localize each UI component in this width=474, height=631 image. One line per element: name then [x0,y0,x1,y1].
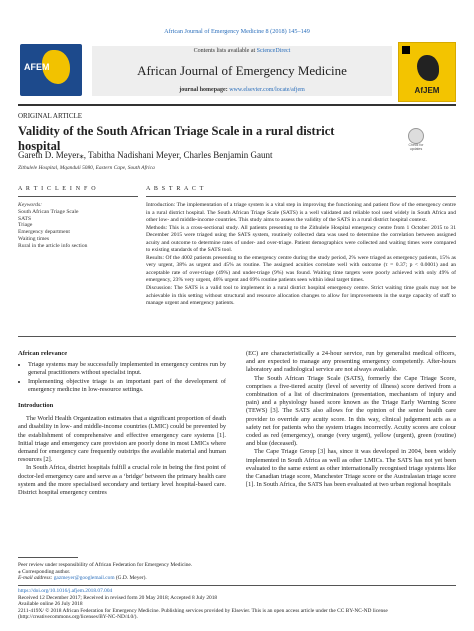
abstract-paragraph: Discussion: The SATS is a valid tool to implement in a rural district hospital emergency centre. Strict waiting time goals may not be achievable in this setting without structural and resource allocation changes to allow for improvements in the surge capacity of staff to manage urgent and emergency patients. [146,285,456,307]
relevance-heading: African relevance [18,350,68,357]
abstract-body [146,202,456,308]
peer-review-note: Peer review under responsibility of African Federation for Emergency Medicine. [18,562,193,568]
received-dates: Received 12 December 2017; Received in revised form 20 May 2018; Accepted 8 July 2018 [18,594,218,601]
keyword: South African Triage Scale [18,208,79,215]
journal-cover [398,42,456,102]
contents-line: Contents lists available at ScienceDirect [193,48,291,54]
doi-link[interactable]: https://doi.org/10.1016/j.afjem.2018.07.004 [18,588,113,594]
homepage-link[interactable]: www.elsevier.com/locate/afjem [229,87,305,93]
crossmark-badge[interactable] [404,128,428,152]
license-text: 2211-419X/ © 2018 African Federation for Emergency Medicine. Publishing services provided by Elsevier. This is an open access article under the CC BY-NC-ND license (http://creativecommons.org/licenses/BY-NC-ND/4.0/). [18,607,388,621]
body-paragraph: (EC) are characteristically a 24-hour service, run by generalist medical officers, and are expected to manage any presenting emergency competently. After-hours laboratory and radiological service are not always available. [246,350,456,374]
afem-logo [20,44,82,96]
keyword: Emergency department [18,229,70,236]
africa-silhouette-icon [417,55,439,81]
body-paragraph: The Cape Triage Group [3] has, since it was developed in 2004, been widely implemented in South Africa as well as other LMICs. The SATS has not yet been evaluated to the same extent as other internationally recognised triage systems like the Canadian triage score, Manchester Triage score or the Australasian triage score [1]. In South Africa, the SATS has been evaluated at two urban regional hospitals [246,448,456,489]
relevance-list [18,361,226,394]
publication-info [18,588,456,621]
online-date: Available online 26 July 2018 [18,601,83,608]
keyword: Triage [18,222,33,229]
intro-heading: Introduction [18,402,54,410]
keywords-label: Keywords: [18,202,43,208]
article-info-rule [18,196,138,197]
afem-logo-text: AFEM [24,62,50,72]
keyword: Rural in the article info section [18,242,88,249]
abstract-rule-bottom [18,336,456,337]
crossmark-icon [408,128,424,144]
relevance-bullet: • Implementing objective triage is an important part of the development of emergency medicine in low-resource settings. [28,378,226,394]
running-header[interactable]: African Journal of Emergency Medicine 8 (2018) 145–149 [164,28,310,35]
journal-title: African Journal of Emergency Medicine [137,63,347,78]
affiliation: Zithulele Hospital, Mqanduli 5080, Eastern Cape, South Africa [18,165,155,171]
right-column [246,350,456,489]
keywords-block [18,202,138,250]
email-link[interactable]: gazmeyer@googlemail.com [53,575,115,582]
relevance-bullet: • Triage systems may be successfully implemented in emergency centres run by general practitioners without specialist input. [28,361,226,377]
body-paragraph: The South African Triage Scale (SATS), formerly the Cape Triage Score, comprises a five-tiered acuity (level of severity of illness) score derived from a combination of a list of discriminators (presentation, mechanism of injury and pain) and a physiology based score known as the Triage Early Warning Score (TEWS) [3]. The SATS also allows for the opinion of the senior health care provider to override any acuity score. In this way, clinical judgement acts as a safety net for patients who the system triages incorrectly. Acuity scores are colour coded as red (emergency), orange (very urgent), yellow (urgent), green (routine) and blue (deceased). [246,374,456,448]
intro-paragraph: The World Health Organization estimates that a significant proportion of death and disability in low- and middle-income countries (LMIC) could be prevented by the establishment of comprehensive and effective emergency care systems [1]. Initial triage and emergency care provision are poorly done in most LMICs where demand for emergency care frequently outstrips the available material and human resources [2]. [18,415,226,464]
footnote-rule [18,557,78,558]
elsevier-tag-icon [402,46,410,54]
abstract-paragraph: Methods: This is a cross-sectional study. All patients presenting to the Zithulele Hospital emergency centre from 1 October 2015 to 31 December 2015 were triaged using the SATS system, routinely collected data was used to determine the correlation between assigned acuity and outcome to determine rates of under- and over-triage. Patient demographics were collected and waiting times were compared to existing standards of the SATS tool. [146,224,456,254]
sciencedirect-link[interactable]: ScienceDirect [256,48,291,54]
authors: Gareth D. Meyer⁎, Tabitha Nadishani Meyer, Charles Benjamin Gaunt [18,150,273,160]
abstract-paragraph: Introduction: The implementation of a triage system is a vital step in improving the functioning and patient flow of the emergency centre in a rural district hospital. The South African Triage Scale (SATS) is a well validated and reliable tool used widely in South Africa and other low- and middle-income countries. This study aims to assess the validity of the SATS in a rural district hospital context. [146,202,456,224]
abstract-rule-top [146,196,456,197]
abstract-paragraph: Results: Of the 4002 patients presenting to the emergency centre during the study period, 2% were triaged as emergency patients, 15% as very urgent, 38% as urgent and 45% as routine. The assigned acuities correlate well with outcome (τ = 0.37; p < 0.0001) and an acceptable rate of over-triage (49%) and under-triage (9%) was found. Waiting time targets were poorly achieved with only 49% of emergency, 23% very urgent, 46% urgent and 69% routine patients seen within ideal target times. [146,254,456,284]
email-line: E-mail address: gazmeyer@googlemail.com (G.D. Meyer). [18,575,147,582]
intro-paragraph: In South Africa, district hospitals fulfill a crucial role in being the first point of doctor-led emergency care and serve as a ‘bridge’ between the primary health care system and the more specialised secondary and tertiary level hospital-based care. District hospital emergency centres [18,464,226,497]
article-info-heading: A R T I C L E I N F O [18,186,97,192]
abstract-heading: A B S T R A C T [146,186,205,192]
footnotes [18,562,456,582]
doi-rule [18,585,456,586]
keyword: Waiting times [18,235,50,242]
masthead-rule [18,104,456,106]
cover-title: AfJEM [414,86,440,95]
corresponding-note: ⁎ Corresponding author. [18,568,71,575]
article-type: ORIGINAL ARTICLE [18,112,83,120]
article-title: Validity of the South African Triage Scale in a rural district hospital [18,124,335,153]
keyword: SATS [18,215,32,222]
crossmark-label: Check for updates [408,143,424,151]
journal-homepage: journal homepage: www.elsevier.com/locate/afjem [179,87,305,93]
left-column [18,350,226,497]
